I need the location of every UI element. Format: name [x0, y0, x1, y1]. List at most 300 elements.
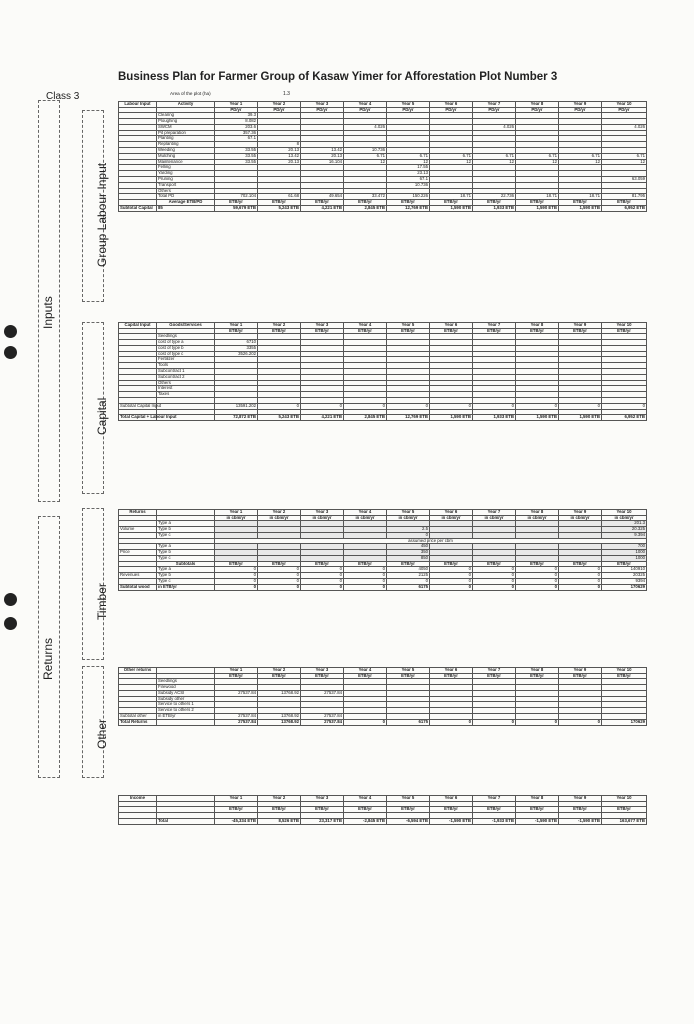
- value-cell: 170629: [602, 719, 647, 725]
- value-cell: ETB/yr: [344, 561, 387, 567]
- value-cell: ETB/yr: [258, 328, 301, 334]
- value-cell: ETB/yr: [387, 561, 430, 567]
- value-cell: Year 3: [301, 102, 344, 108]
- value-cell: ETB/yr: [430, 200, 473, 206]
- value-cell: 0: [344, 403, 387, 409]
- row-group-cell: Subtotal wood: [119, 584, 157, 590]
- value-cell: 67.1: [215, 136, 258, 142]
- value-cell: 27537.84: [301, 690, 344, 696]
- value-cell: 0: [430, 403, 473, 409]
- value-cell: 0: [473, 573, 516, 579]
- value-cell: ETB/yr: [516, 200, 559, 206]
- value-cell: 39.3: [215, 113, 258, 119]
- total-row: [119, 818, 647, 824]
- value-cell: Year 7: [473, 102, 516, 108]
- value-cell: 20.325: [602, 526, 647, 532]
- value-cell: PD/yr: [559, 107, 602, 113]
- row-label-cell: cost of type b: [157, 345, 215, 351]
- value-cell: PD/yr: [430, 107, 473, 113]
- value-cell: 67.1: [387, 176, 430, 182]
- value-cell: 203.6: [215, 124, 258, 130]
- row-label-cell: Maintenance: [157, 159, 215, 165]
- value-cell: 0: [430, 719, 473, 725]
- value-cell: 0: [516, 403, 559, 409]
- row-label-cell: Seedlings: [157, 334, 215, 340]
- value-cell: PD/yr: [602, 107, 647, 113]
- row-label-cell: Type b: [157, 526, 215, 532]
- value-cell: Year 3: [301, 796, 344, 802]
- value-cell: 27537.84: [301, 713, 344, 719]
- row-label-cell: Type a: [157, 567, 215, 573]
- value-cell: Year 3: [301, 323, 344, 329]
- value-cell: Year 2: [258, 510, 301, 516]
- area-label: Area of the plot (ha): [170, 91, 211, 96]
- value-cell: 2.5: [387, 526, 430, 532]
- row-label-cell: Planting: [157, 136, 215, 142]
- row-group-cell: Price: [119, 550, 157, 556]
- value-cell: 6.71: [430, 153, 473, 159]
- value-cell: ETB/yr: [473, 673, 516, 679]
- value-cell: 23,317 ETB: [301, 818, 344, 824]
- capital-input-table: [118, 322, 647, 421]
- value-cell: Year 8: [516, 668, 559, 674]
- value-cell: 3355: [215, 345, 258, 351]
- value-cell: Year 2: [258, 796, 301, 802]
- value-cell: 6.71: [602, 153, 647, 159]
- value-cell: 13.42: [301, 147, 344, 153]
- row-label-cell: Subsidy ACSI: [157, 690, 215, 696]
- value-cell: Year 9: [559, 510, 602, 516]
- value-cell: 4.026: [602, 124, 647, 130]
- value-cell: 6175: [387, 584, 430, 590]
- value-cell: in cbm/yr: [301, 515, 344, 521]
- value-cell: ETB/yr: [430, 328, 473, 334]
- value-cell: in cbm/yr: [516, 515, 559, 521]
- row-label-cell: Type a: [157, 521, 215, 527]
- value-cell: 0: [301, 567, 344, 573]
- value-cell: ETB/yr: [602, 328, 647, 334]
- value-cell: ETB/yr: [602, 200, 647, 206]
- value-cell: 8.082: [215, 118, 258, 124]
- value-cell: -1,590 ETB: [559, 818, 602, 824]
- value-cell: 12: [387, 159, 430, 165]
- other-returns-table: [118, 667, 647, 726]
- row-label-cell: Service to others 1: [157, 702, 215, 708]
- row-label-cell: Ploughing: [157, 118, 215, 124]
- value-cell: ETB/yr: [559, 328, 602, 334]
- row-label-cell: Subcontract 1: [157, 368, 215, 374]
- row-label-cell: in ETB/yr: [157, 713, 215, 719]
- row-label-cell: Type b: [157, 573, 215, 579]
- value-cell: ETB/yr: [215, 673, 258, 679]
- value-cell: 0: [430, 584, 473, 590]
- other-label: Other: [95, 718, 109, 749]
- value-cell: Year 3: [301, 510, 344, 516]
- value-cell: ETB/yr: [473, 561, 516, 567]
- row-label-cell: Subcontract 2: [157, 374, 215, 380]
- row-label-cell: Activity: [157, 102, 215, 108]
- value-cell: 850: [387, 555, 430, 561]
- value-cell: Year 5: [387, 668, 430, 674]
- value-cell: ETB/yr: [301, 673, 344, 679]
- value-cell: Year 5: [387, 796, 430, 802]
- value-cell: ETB/yr: [215, 200, 258, 206]
- value-cell: 20.13: [258, 159, 301, 165]
- value-cell: 0: [430, 578, 473, 584]
- value-cell: 13768.92: [258, 690, 301, 696]
- row-label-cell: Felling: [157, 165, 215, 171]
- row-label-cell: 85: [157, 205, 215, 211]
- value-cell: 1,590 ETB: [559, 415, 602, 421]
- value-cell: ETB/yr: [430, 807, 473, 813]
- value-cell: 33.55: [215, 147, 258, 153]
- row-label-cell: Tools: [157, 363, 215, 369]
- row-label-cell: cost of type a: [157, 339, 215, 345]
- total-row: [119, 415, 647, 421]
- value-cell: Year 1: [215, 323, 258, 329]
- value-cell: 20.13: [301, 153, 344, 159]
- row-group-cell: Total Capital + Labour Input: [120, 414, 177, 420]
- row-group-cell: [119, 818, 157, 824]
- row-label-cell: Pit preparation: [157, 130, 215, 136]
- value-cell: ETB/yr: [301, 807, 344, 813]
- value-cell: 0: [258, 567, 301, 573]
- value-cell: 6,952 ETB: [602, 205, 647, 211]
- row-label-cell: in ETB/yr: [157, 584, 215, 590]
- value-cell: 5,243 ETB: [258, 415, 301, 421]
- value-cell: 2,845 ETB: [344, 205, 387, 211]
- value-cell: ETB/yr: [344, 673, 387, 679]
- value-cell: 0: [344, 567, 387, 573]
- punch-hole: [4, 325, 17, 338]
- value-cell: 6.71: [473, 153, 516, 159]
- value-cell: 6175: [387, 719, 430, 725]
- row-label-cell: Type c: [157, 532, 215, 538]
- value-cell: in cbm/yr: [344, 515, 387, 521]
- row-label-cell: Type c: [157, 555, 215, 561]
- row-group-cell: Returns: [119, 510, 157, 516]
- value-cell: 163,677 ETB: [602, 818, 647, 824]
- row-label-cell: [157, 719, 215, 725]
- value-cell: 0: [516, 567, 559, 573]
- value-cell: Year 1: [215, 510, 258, 516]
- value-cell: Year 6: [430, 796, 473, 802]
- value-cell: 0: [301, 403, 344, 409]
- punch-hole: [4, 617, 17, 630]
- value-cell: ETB/yr: [258, 807, 301, 813]
- value-cell: 12: [516, 159, 559, 165]
- value-cell: ETB/yr: [516, 807, 559, 813]
- value-cell: 5,243 ETB: [258, 205, 301, 211]
- value-cell: 0: [215, 584, 258, 590]
- value-cell: ETB/yr: [258, 561, 301, 567]
- punch-hole: [4, 346, 17, 359]
- value-cell: Year 4: [344, 323, 387, 329]
- value-cell: Year 1: [215, 668, 258, 674]
- value-cell: 0: [559, 719, 602, 725]
- value-cell: 1,590 ETB: [430, 205, 473, 211]
- value-cell: 350: [387, 550, 430, 556]
- row-group-cell: Total Returns: [119, 719, 157, 725]
- value-cell: 1,590 ETB: [430, 415, 473, 421]
- value-cell: 59,679 ETB: [215, 205, 258, 211]
- value-cell: 0: [559, 584, 602, 590]
- row-label-cell: Total: [157, 818, 215, 824]
- value-cell: 12,769 ETB: [387, 415, 430, 421]
- value-cell: 49.654: [301, 194, 344, 200]
- value-cell: 201.3: [602, 521, 647, 527]
- value-cell: ETB/yr: [516, 561, 559, 567]
- value-cell: ETB/yr: [473, 328, 516, 334]
- value-cell: in cbm/yr: [258, 515, 301, 521]
- value-cell: 12: [473, 159, 516, 165]
- value-cell: Year 7: [473, 510, 516, 516]
- value-cell: 0: [516, 584, 559, 590]
- value-cell: 357.36: [215, 130, 258, 136]
- row-label-cell: Seedlings: [157, 679, 215, 685]
- row-group-cell: Subtotal Capital Input: [120, 402, 162, 408]
- row-label-cell: Type b: [157, 550, 215, 556]
- value-cell: ETB/yr: [473, 807, 516, 813]
- value-cell: in cbm/yr: [430, 515, 473, 521]
- value-cell: 12: [559, 159, 602, 165]
- value-cell: ETB/yr: [602, 673, 647, 679]
- row-label-cell: Yarding: [157, 171, 215, 177]
- page-title: Business Plan for Farmer Group of Kasaw Yimer for Afforestation Plot Number 3: [118, 71, 558, 83]
- value-cell: Year 6: [430, 102, 473, 108]
- value-cell: 0: [387, 403, 430, 409]
- value-cell: 13.42: [258, 153, 301, 159]
- value-cell: 0: [473, 567, 516, 573]
- row-label-cell: Pruning: [157, 176, 215, 182]
- value-cell: Year 3: [301, 668, 344, 674]
- row-label-cell: Subtotals: [157, 561, 215, 567]
- value-cell: 18.71: [516, 194, 559, 200]
- row-group-cell: Subtotal other: [119, 713, 157, 719]
- value-cell: ETB/yr: [516, 673, 559, 679]
- value-cell: ETB/yr: [344, 200, 387, 206]
- value-cell: Year 9: [559, 102, 602, 108]
- value-cell: PD/yr: [516, 107, 559, 113]
- value-cell: Year 4: [344, 668, 387, 674]
- row-label-cell: Service to others 2: [157, 708, 215, 714]
- value-cell: 1000: [602, 550, 647, 556]
- value-cell: PD/yr: [344, 107, 387, 113]
- value-cell: PD/yr: [387, 107, 430, 113]
- value-cell: 0: [258, 578, 301, 584]
- value-cell: Year 10: [602, 510, 647, 516]
- value-cell: Year 9: [559, 796, 602, 802]
- value-cell: 0: [430, 573, 473, 579]
- value-cell: ETB/yr: [344, 328, 387, 334]
- value-cell: 6.71: [344, 153, 387, 159]
- value-cell: 0: [516, 573, 559, 579]
- value-cell: Year 7: [473, 796, 516, 802]
- capital-label: Capital: [95, 397, 109, 435]
- row-label-cell: Replanting: [157, 142, 215, 148]
- value-cell: -45,334 ETB: [215, 818, 258, 824]
- value-cell: Year 5: [387, 323, 430, 329]
- value-cell: 6,952 ETB: [602, 415, 647, 421]
- value-cell: 27537.84: [301, 719, 344, 725]
- value-cell: 6.71: [516, 153, 559, 159]
- value-cell: ETB/yr: [559, 807, 602, 813]
- value-cell: 23.13: [387, 171, 430, 177]
- value-cell: PD/yr: [215, 107, 258, 113]
- value-cell: 0: [430, 567, 473, 573]
- value-cell: 4.026: [473, 124, 516, 130]
- value-cell: 2125: [387, 573, 430, 579]
- value-cell: 9394: [602, 578, 647, 584]
- value-cell: ETB/yr: [473, 200, 516, 206]
- value-cell: ETB/yr: [387, 807, 430, 813]
- value-cell: 10.736: [387, 182, 430, 188]
- value-cell: 0: [473, 578, 516, 584]
- value-cell: 27537.84: [215, 713, 258, 719]
- value-cell: 4,221 ETB: [301, 205, 344, 211]
- value-cell: 140910: [602, 567, 647, 573]
- value-cell: 3526.202: [215, 351, 258, 357]
- value-cell: 63.059: [602, 176, 647, 182]
- value-cell: Year 8: [516, 323, 559, 329]
- value-cell: PD/yr: [473, 107, 516, 113]
- value-cell: ETB/yr: [559, 673, 602, 679]
- value-cell: 0: [559, 403, 602, 409]
- value-cell: 27537.84: [215, 690, 258, 696]
- value-cell: Year 1: [215, 102, 258, 108]
- value-cell: Year 1: [215, 796, 258, 802]
- row-label-cell: Clearing: [157, 113, 215, 119]
- value-cell: 0: [473, 403, 516, 409]
- value-cell: ETB/yr: [301, 200, 344, 206]
- value-cell: ETB/yr: [301, 561, 344, 567]
- value-cell: ETB/yr: [301, 328, 344, 334]
- value-cell: 0: [516, 578, 559, 584]
- labour-input-table: [118, 101, 647, 212]
- value-cell: ETB/yr: [387, 673, 430, 679]
- row-group-cell: Income: [119, 796, 157, 802]
- value-cell: in cbm/yr: [473, 515, 516, 521]
- value-cell: Year 2: [258, 323, 301, 329]
- value-cell: Year 10: [602, 102, 647, 108]
- value-cell: 9.394: [602, 532, 647, 538]
- value-cell: 1,590 ETB: [516, 205, 559, 211]
- value-cell: ETB/yr: [344, 807, 387, 813]
- value-cell: 0: [301, 578, 344, 584]
- row-group-cell: Volume: [119, 526, 157, 532]
- value-cell: ETB/yr: [258, 200, 301, 206]
- value-cell: 33.55: [215, 153, 258, 159]
- value-cell: 0: [215, 578, 258, 584]
- value-cell: 8: [258, 142, 301, 148]
- returns-label: Returns: [41, 637, 55, 680]
- value-cell: ETB/yr: [516, 328, 559, 334]
- subtotal-row: [119, 584, 647, 590]
- value-cell: 0: [473, 584, 516, 590]
- value-cell: 0: [344, 719, 387, 725]
- row-label-cell: Mulching: [157, 153, 215, 159]
- value-cell: 33.55: [215, 159, 258, 165]
- row-label-cell: Goods/Services: [157, 323, 215, 329]
- value-cell: Year 2: [258, 668, 301, 674]
- row-group-cell: Subtotal Capital: [119, 205, 157, 211]
- value-cell: 0: [473, 719, 516, 725]
- value-cell: 0: [301, 573, 344, 579]
- value-cell: Year 4: [344, 510, 387, 516]
- value-cell: 2,845 ETB: [344, 415, 387, 421]
- value-cell: 0: [387, 532, 430, 538]
- value-cell: 0: [344, 578, 387, 584]
- value-cell: 61.68: [258, 194, 301, 200]
- value-cell: 6.71: [387, 153, 430, 159]
- value-cell: 12,769 ETB: [387, 205, 430, 211]
- income-table: [118, 795, 647, 825]
- value-cell: ETB/yr: [559, 200, 602, 206]
- value-cell: Year 9: [559, 323, 602, 329]
- row-label-cell: SWCM: [157, 124, 215, 130]
- value-cell: Year 10: [602, 323, 647, 329]
- value-cell: 10.736: [344, 147, 387, 153]
- row-group-cell: Labour Input: [119, 102, 157, 108]
- value-cell: Year 10: [602, 668, 647, 674]
- value-cell: 12: [430, 159, 473, 165]
- row-label-cell: Type a: [157, 544, 215, 550]
- value-cell: 4,221 ETB: [301, 415, 344, 421]
- value-cell: Year 9: [559, 668, 602, 674]
- value-cell: -1,590 ETB: [516, 818, 559, 824]
- row-label-cell: Total PD: [157, 194, 215, 200]
- value-cell: 6.71: [559, 153, 602, 159]
- value-cell: ETB/yr: [215, 561, 258, 567]
- row-label-cell: Fertilizer: [157, 357, 215, 363]
- value-cell: 0: [344, 584, 387, 590]
- value-cell: 1000: [602, 555, 647, 561]
- value-cell: ETB/yr: [215, 328, 258, 334]
- value-cell: 0: [387, 578, 430, 584]
- value-cell: 0: [344, 573, 387, 579]
- value-cell: 0: [215, 573, 258, 579]
- value-cell: 27537.84: [215, 719, 258, 725]
- value-cell: -6,594 ETB: [387, 818, 430, 824]
- value-cell: 6710: [215, 339, 258, 345]
- value-cell: 1,933 ETB: [473, 415, 516, 421]
- total-row: [119, 719, 647, 725]
- value-cell: 17.55: [387, 165, 430, 171]
- value-cell: in cbm/yr: [215, 515, 258, 521]
- value-cell: ETB/yr: [602, 561, 647, 567]
- row-group-cell: Other returns: [119, 668, 157, 674]
- value-cell: 81.795: [602, 194, 647, 200]
- row-label-cell: Type c: [157, 578, 215, 584]
- value-cell: ETB/yr: [215, 807, 258, 813]
- value-cell: 12: [602, 159, 647, 165]
- value-cell: 18.71: [430, 194, 473, 200]
- row-group-cell: Capital Input: [119, 323, 157, 329]
- value-cell: Year 5: [387, 510, 430, 516]
- row-label-cell: Interest: [157, 386, 215, 392]
- value-cell: 0: [258, 584, 301, 590]
- value-cell: 72,872 ETB: [215, 415, 258, 421]
- subtotal-row: [119, 205, 647, 211]
- value-cell: 13768.92: [258, 713, 301, 719]
- value-cell: -2,845 ETB: [344, 818, 387, 824]
- row-label-cell: Others: [157, 188, 215, 194]
- value-cell: 0: [258, 403, 301, 409]
- row-label-cell: Others: [157, 380, 215, 386]
- inputs-label: Inputs: [41, 296, 55, 329]
- value-cell: 1,933 ETB: [473, 205, 516, 211]
- value-cell: Year 4: [344, 796, 387, 802]
